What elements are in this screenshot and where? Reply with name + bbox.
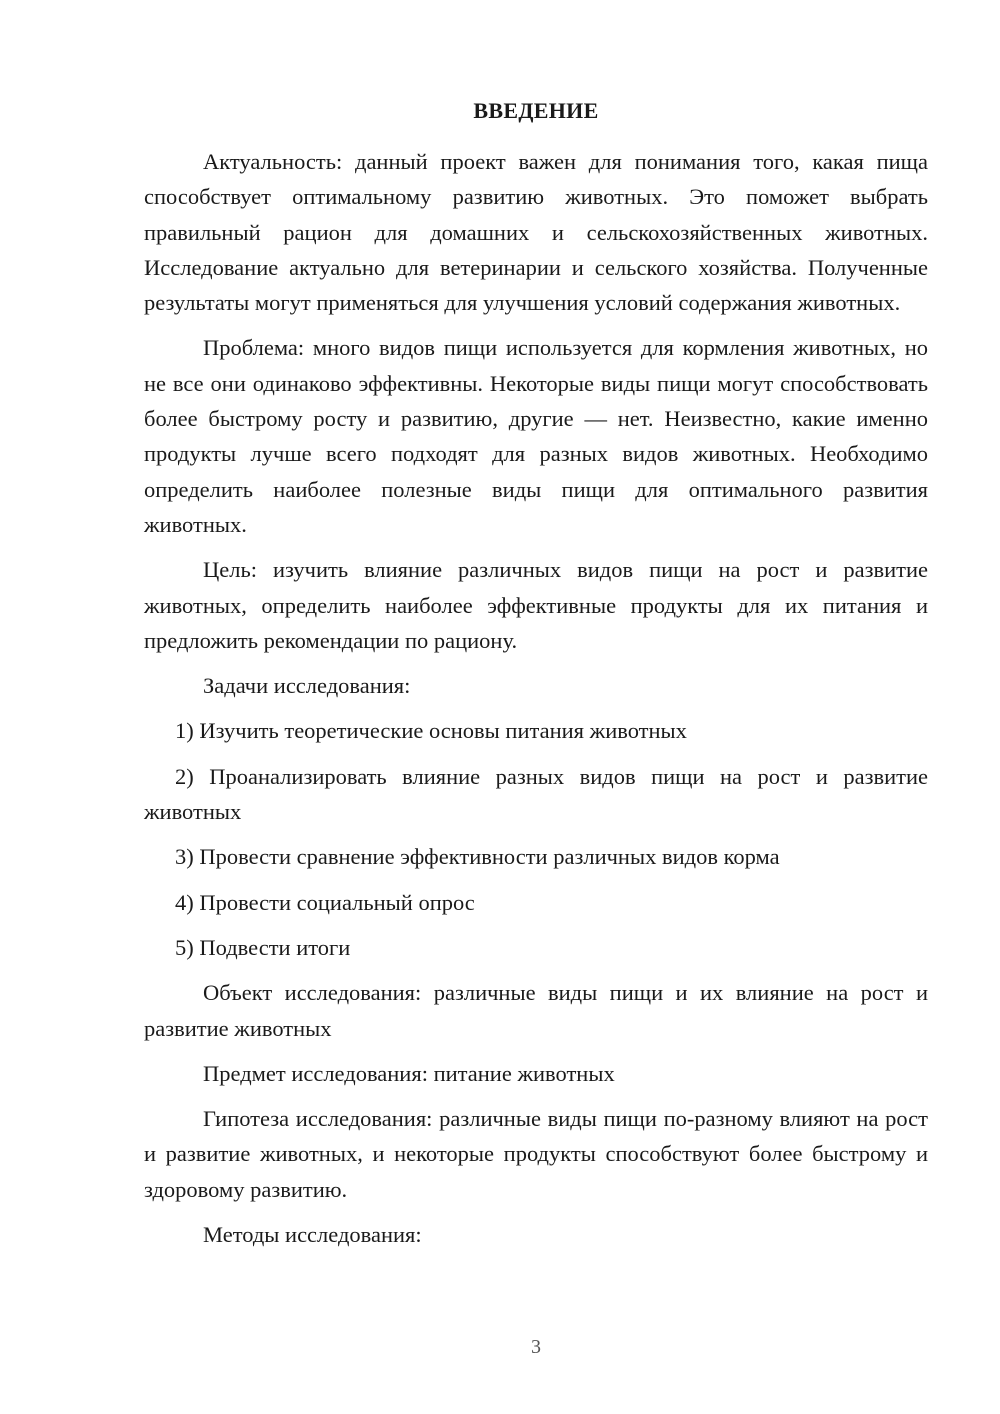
document-body <box>144 144 928 1262</box>
task-item-4: 4) Провести социальный опрос <box>175 889 475 915</box>
paragraph-tasks-heading: Задачи исследования: <box>203 673 411 699</box>
task-item-5: 5) Подвести итоги <box>175 934 351 960</box>
paragraph-object: Объект исследования: различные виды пищи и их влияние на рост и развитие животных <box>144 980 928 1041</box>
paragraph-methods: Методы исследования: <box>203 1222 422 1248</box>
paragraph-subject: Предмет исследования: питание животных <box>203 1060 615 1086</box>
page-number: 3 <box>531 1336 541 1358</box>
task-item-1: 1) Изучить теоретические основы питания животных <box>175 718 687 744</box>
paragraph-hypothesis: Гипотеза исследования: различные виды пищи по-разному влияют на рост и развитие животных, и некоторые продукты способствуют более быстрому и здоровому развитию. <box>144 1106 928 1202</box>
paragraph-problem: Проблема: много видов пищи используется для кормления животных, но не все они одинаково эффективны. Некоторые виды пищи могут способствовать более быстрому росту и развитию, другие — нет. Неизвестно, какие именно продукты лучше всего подходят для разных видов животных. Необходимо определить наиболее полезные виды пищи для оптимального развития животных. <box>144 335 928 537</box>
task-item-3: 3) Провести сравнение эффективности различных видов корма <box>175 844 780 870</box>
document-page <box>144 0 928 1414</box>
paragraph-goal: Цель: изучить влияние различных видов пищи на рост и развитие животных, определить наиболее эффективные продукты для их питания и предложить рекомендации по рациону. <box>144 557 928 653</box>
paragraph-relevance: Актуальность: данный проект важен для понимания того, какая пища способствует оптимальному развитию животных. Это поможет выбрать правильный рацион для домашних и сельскохозяйственных животных. Исследование актуально для ветеринарии и сельского хозяйства. Полученные результаты могут применяться для улучшения условий содержания животных. <box>144 149 928 316</box>
task-item-2: 2) Проанализировать влияние разных видов пищи на рост и развитие животных <box>144 763 928 825</box>
section-title: ВВЕДЕНИЕ <box>473 98 599 123</box>
